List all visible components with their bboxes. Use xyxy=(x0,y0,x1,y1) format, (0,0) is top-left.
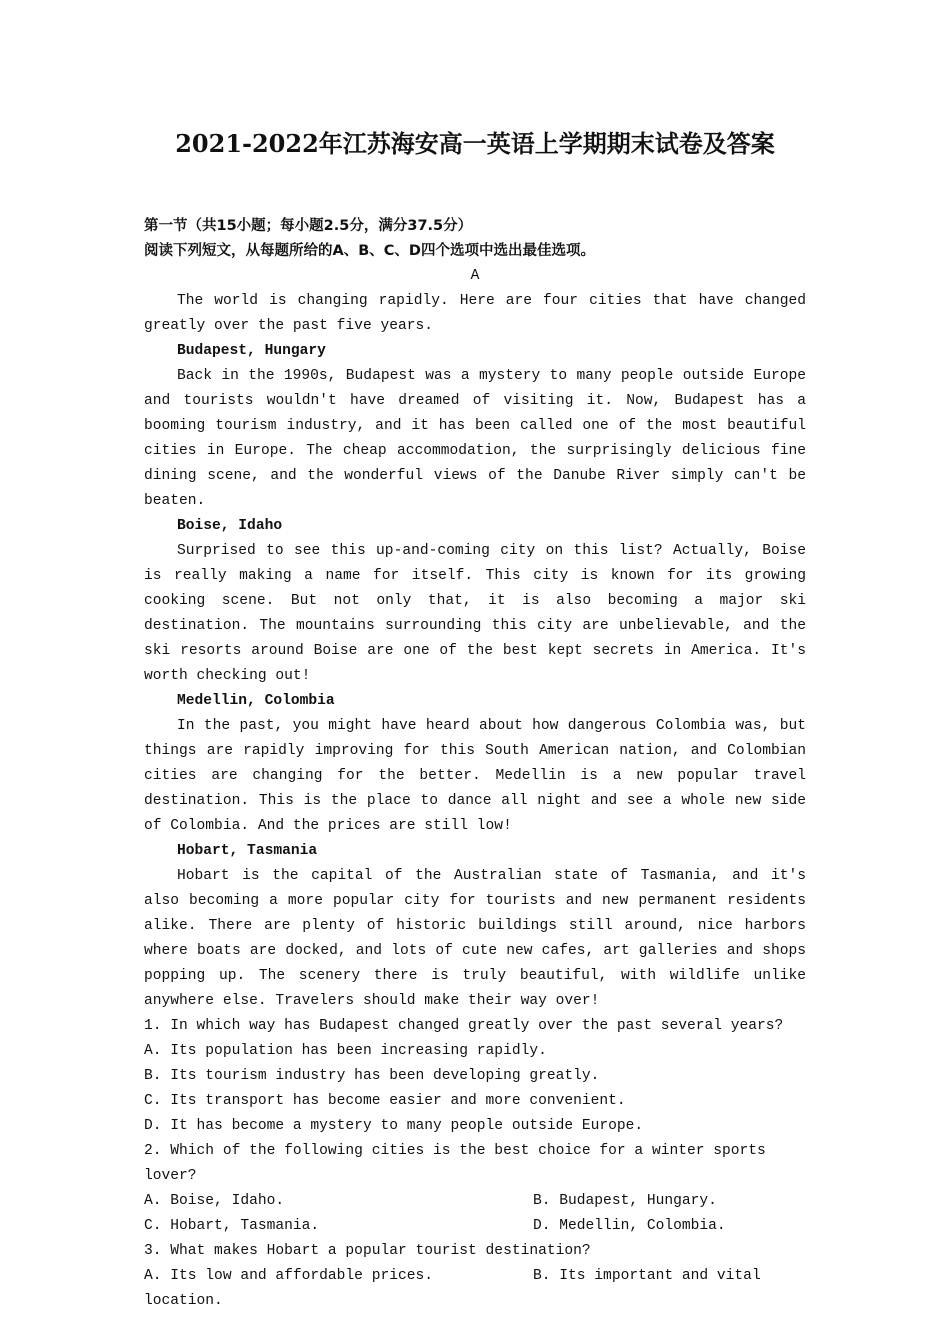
passage-label: A xyxy=(470,268,480,284)
city-heading-hobart: Hobart, Tasmania xyxy=(177,843,318,859)
question-1-option-a: A. Its population has been increasing rapidly. xyxy=(144,1043,547,1059)
question-2-row-2 xyxy=(144,1214,806,1239)
page-title: 2021-2022年江苏海安高一英语上学期期末试卷及答案 xyxy=(175,129,775,158)
question-1-option-b: B. Its tourism industry has been developing greatly. xyxy=(144,1068,600,1084)
question-1-option-c: C. Its transport has become easier and more convenient. xyxy=(144,1093,626,1109)
question-2-option-a: A. Boise, Idaho. xyxy=(144,1193,285,1209)
city-heading-boise: Boise, Idaho xyxy=(177,518,283,534)
city-text-hobart: Hobart is the capital of the Australian state of Tasmania, and it's also becoming a more popular city for tourists and new permanent residents alike. There are plenty of historic buildings still around, nice harbors where boats are docked, and lots of cute new cafes, art galleries and shops popping up. The scenery there is truly beautiful, with wildlife unlike anywhere else. Travelers should make their way over! xyxy=(144,868,806,1009)
question-1-option-d: D. It has become a mystery to many people outside Europe. xyxy=(144,1118,644,1134)
question-2-stem: 2. Which of the following cities is the best choice for a winter sports lover? xyxy=(144,1143,766,1184)
question-3-stem: 3. What makes Hobart a popular tourist destination? xyxy=(144,1243,591,1259)
question-2-option-c: C. Hobart, Tasmania. xyxy=(144,1218,320,1234)
question-2-option-d: D. Medellin, Colombia. xyxy=(533,1218,726,1234)
exam-body xyxy=(144,214,806,1314)
city-heading-medellin: Medellin, Colombia xyxy=(177,693,335,709)
passage-intro: The world is changing rapidly. Here are four cities that have changed greatly over the past five years. xyxy=(144,293,806,334)
question-1-stem: 1. In which way has Budapest changed greatly over the past several years? xyxy=(144,1018,784,1034)
question-3-option-b-continued: location. xyxy=(144,1293,223,1309)
question-2-row-1 xyxy=(144,1189,806,1214)
city-text-medellin: In the past, you might have heard about how dangerous Colombia was, but things are rapidly improving for this South American nation, and Colombian cities are changing for the better. Medellin is a new popular travel destination. This is the place to dance all night and see a whole new side of Colombia. And the prices are still low! xyxy=(144,718,806,834)
city-text-budapest: Back in the 1990s, Budapest was a mystery to many people outside Europe and tourists wouldn't have dreamed of visiting it. Now, Budapest has a booming tourism industry, and it has been called one of the most beautiful cities in Europe. The cheap accommodation, the surprisingly delicious fine dining scene, and the wonderful views of the Danube River simply can't be beaten. xyxy=(144,368,806,509)
section-header: 第一节（共15小题；每小题2.5分，满分37.5分） xyxy=(144,218,473,234)
city-heading-budapest: Budapest, Hungary xyxy=(177,343,326,359)
city-text-boise: Surprised to see this up-and-coming city on this list? Actually, Boise is really making a name for itself. This city is known for its growing cooking scene. But not only that, it is also becoming a major ski destination. The mountains surrounding this city are unbelievable, and the ski resorts around Boise are one of the best kept secrets in America. It's worth checking out! xyxy=(144,543,806,684)
question-3-row-1 xyxy=(144,1264,806,1289)
section-instruction: 阅读下列短文，从每题所给的A、B、C、D四个选项中选出最佳选项。 xyxy=(144,243,595,259)
question-3-option-a: A. Its low and affordable prices. xyxy=(144,1268,434,1284)
question-3-option-b: B. Its important and vital xyxy=(533,1268,761,1284)
question-2-option-b: B. Budapest, Hungary. xyxy=(533,1193,717,1209)
